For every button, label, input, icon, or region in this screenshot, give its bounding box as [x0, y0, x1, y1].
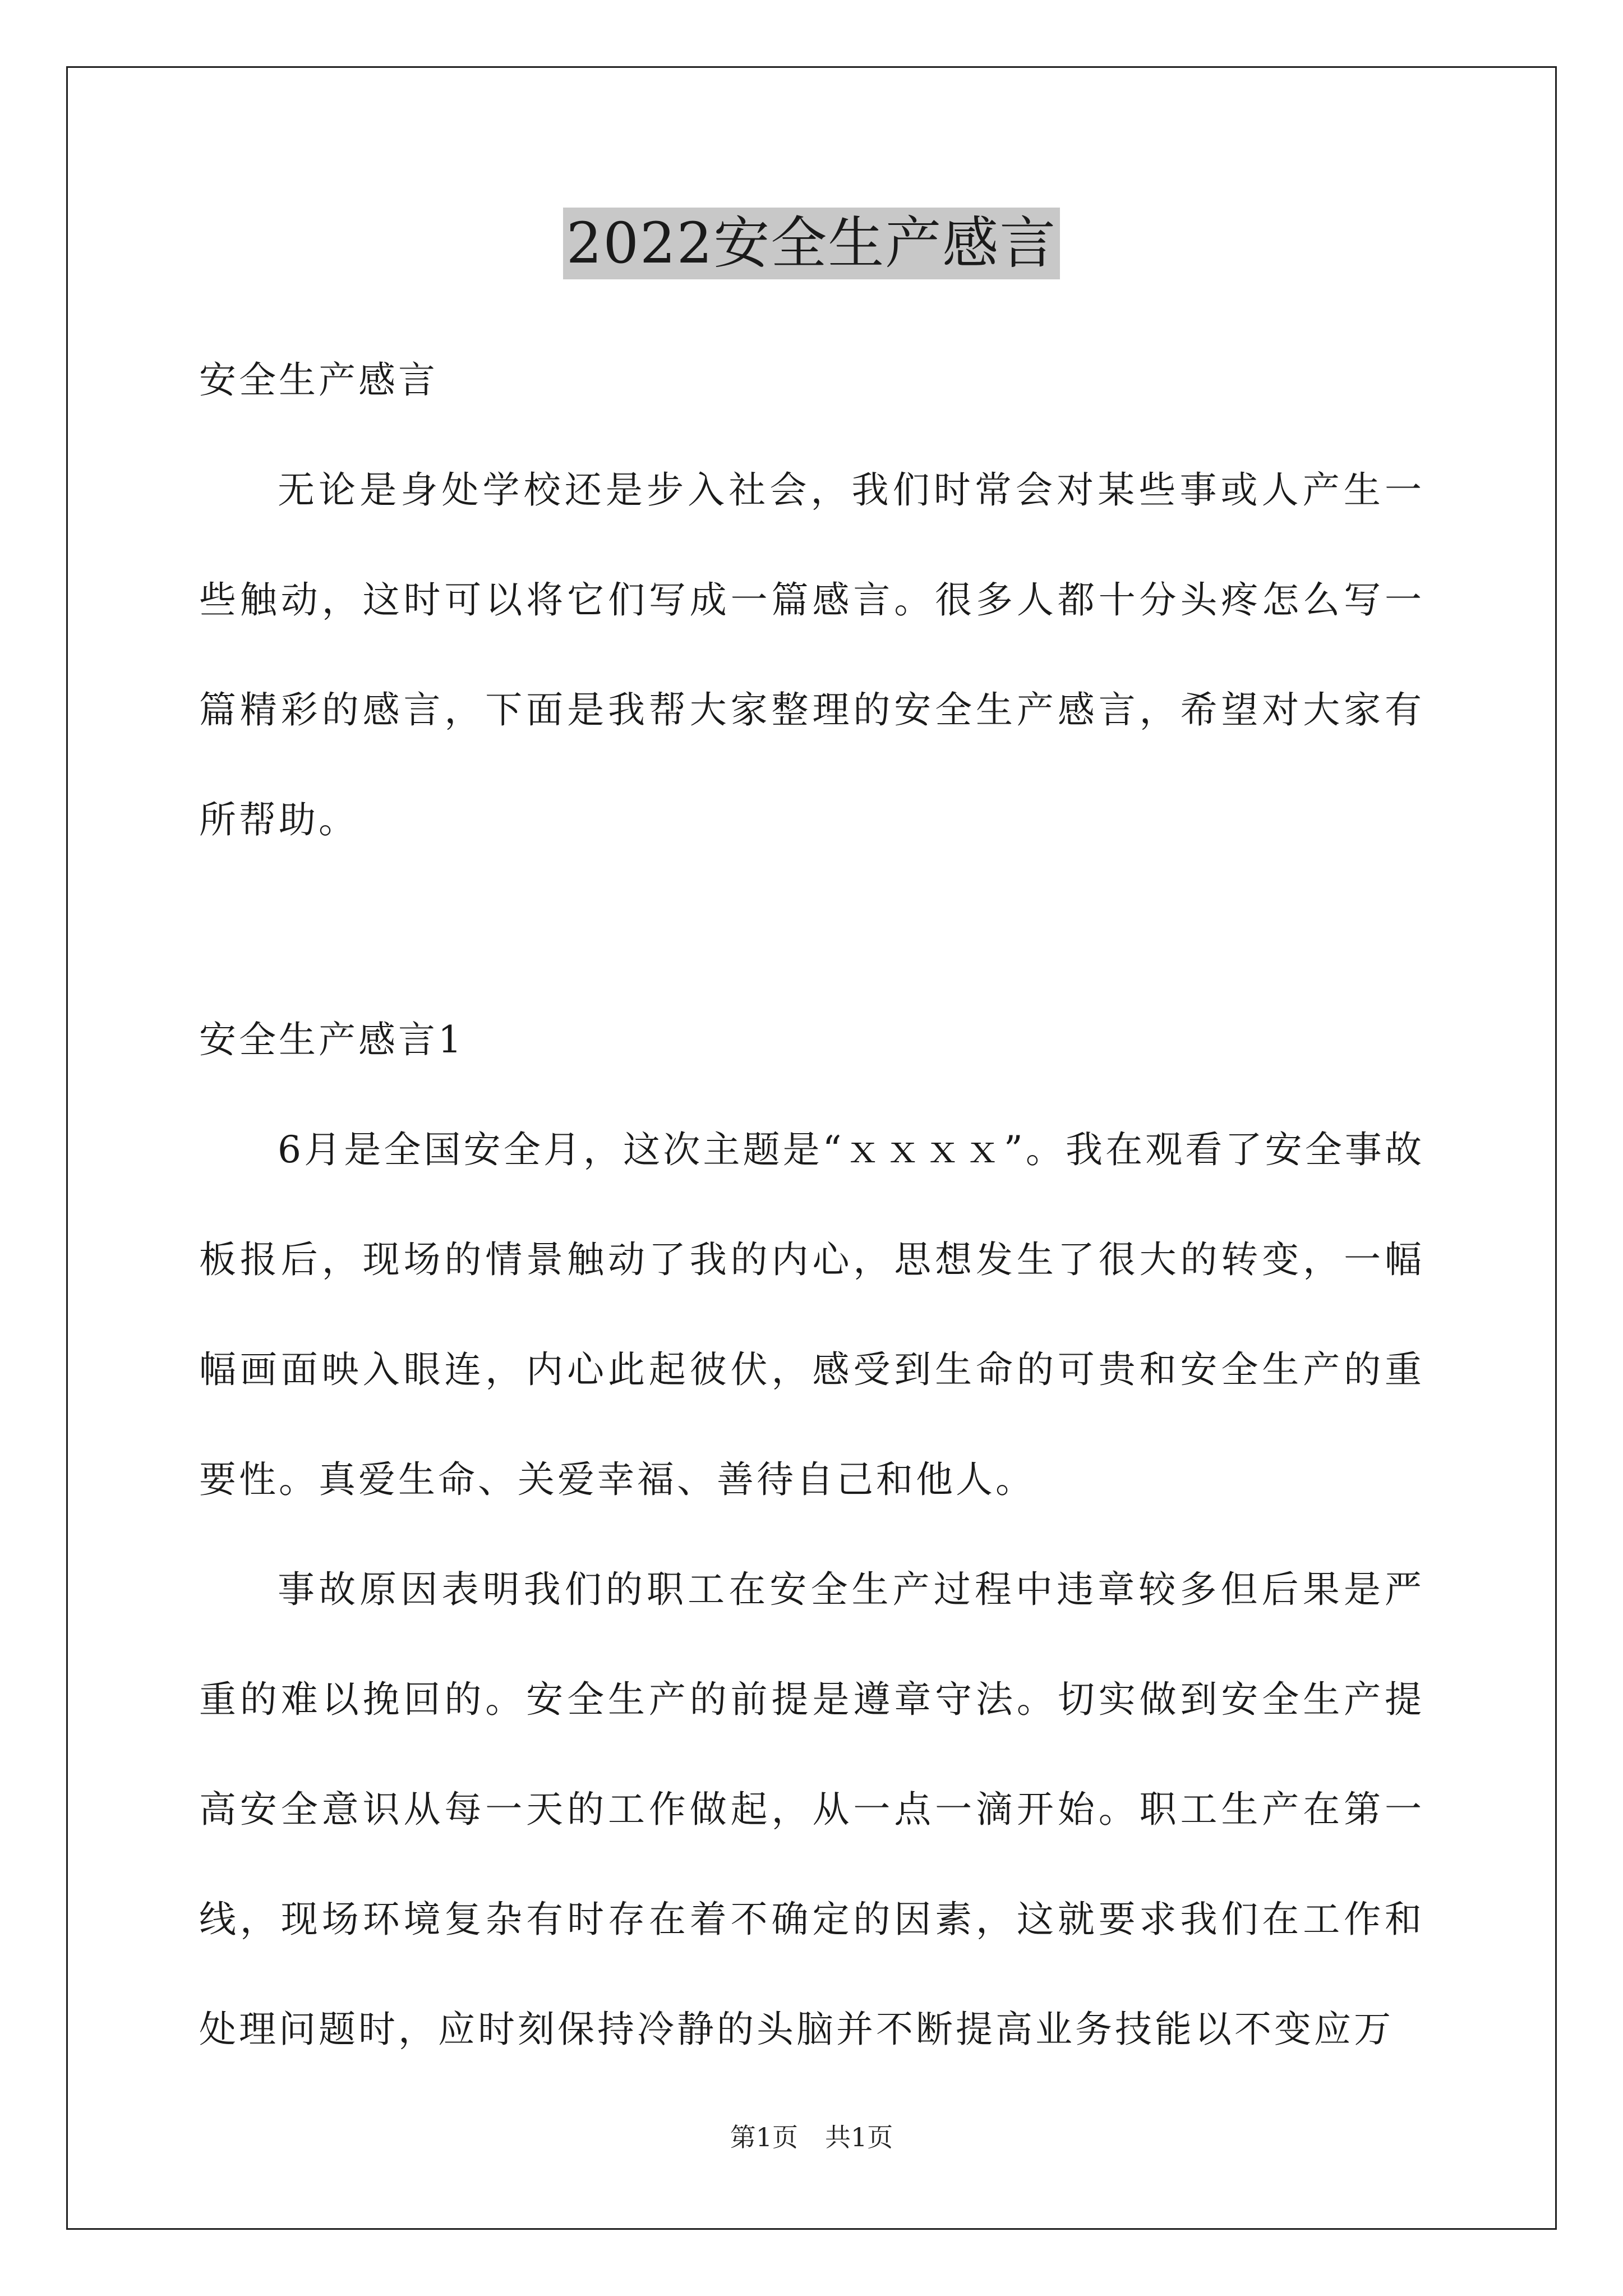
body-paragraph: 6月是全国安全月，这次主题是“ｘｘｘｘ”。我在观看了安全事故板报后，现场的情景触动了我的内心，思想发生了很大的转变，一幅幅画面映入眼连，内心此起彼伏，感受到生命的可贵和安全生产的重要性。真爱生命、关爱幸福、善待自己和他人。	[199, 1128, 1424, 1501]
page-total: 共1页	[825, 2122, 893, 2152]
title-area	[0, 208, 1623, 279]
section-heading: 安全生产感言1	[199, 1018, 464, 1061]
document-title: 2022安全生产感言	[563, 208, 1061, 279]
page-number: 第1页	[730, 2122, 798, 2152]
document-body	[199, 325, 1424, 2085]
subtitle: 安全生产感言	[199, 358, 438, 402]
page-footer	[0, 2120, 1623, 2154]
intro-paragraph: 无论是身处学校还是步入社会，我们时常会对某些事或人产生一些触动，这时可以将它们写成一篇感言。很多人都十分头疼怎么写一篇精彩的感言，下面是我帮大家整理的安全生产感言，希望对大家有所帮助。	[199, 468, 1424, 841]
body-paragraph: 事故原因表明我们的职工在安全生产过程中违章较多但后果是严重的难以挽回的。安全生产的前提是遵章守法。切实做到安全生产提高安全意识从每一天的工作做起，从一点一滴开始。职工生产在第一线，现场环境复杂有时存在着不确定的因素，这就要求我们在工作和处理问题时，应时刻保持冷静的头脑并不断提高业务技能以不变应万	[199, 1568, 1424, 2051]
